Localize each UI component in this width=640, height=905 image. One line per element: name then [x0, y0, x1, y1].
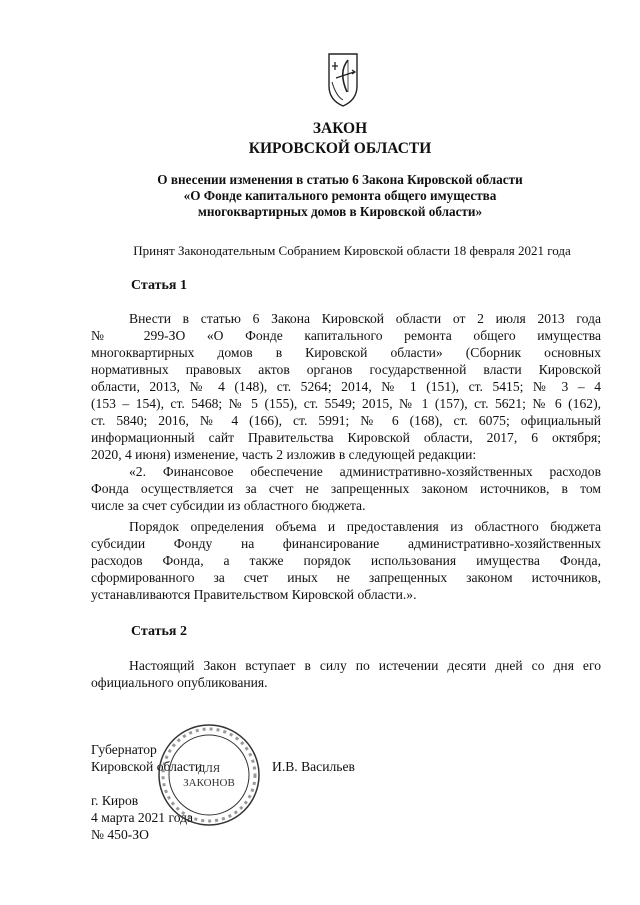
text-line: официального опубликования.: [91, 675, 268, 690]
seal-text: ЗАКОНОВ: [183, 777, 235, 789]
adoption-note: Принят Законодательным Собранием Кировской области 18 февраля 2021 года: [133, 243, 571, 258]
text-line: расходов Фонда, а также порядок использования имущества Фонда,: [91, 553, 601, 568]
text-line: многоквартирных домов в Кировской области» (Сборник основных: [91, 345, 601, 360]
text-line: нормативных правовых актов органов государственной власти Кировской: [91, 362, 601, 377]
signatory-name: И.В. Васильев: [272, 759, 355, 774]
article-2-paragraph: [91, 657, 601, 691]
law-number: № 450-ЗО: [91, 827, 149, 842]
text-line: Внести в статью 6 Закона Кировской области от 2 июля 2013 года: [129, 311, 601, 326]
article-1-paragraph-1: [91, 310, 601, 463]
text-line: 2020, 4 июня) изменение, часть 2 изложив в следующей редакции:: [91, 447, 477, 462]
article-1-paragraph-2: [91, 463, 601, 514]
official-seal-icon: [156, 720, 262, 830]
article-2-heading: Статья 2: [131, 624, 187, 639]
subtitle-line: О внесении изменения в статью 6 Закона Кировской области: [157, 172, 523, 187]
article-1-paragraph-3: [91, 518, 601, 603]
law-title: ЗАКОН: [312, 120, 368, 137]
text-line: (153 – 154), ст. 5468; № 5 (155), ст. 5549; 2015, № 1 (157), ст. 5621; № 6 (162),: [91, 396, 601, 411]
text-line: Фонда осуществляется за счет не запрещенных законом источников, в том: [91, 481, 601, 496]
text-line: сформированного за счет иных не запрещенных законом источников,: [91, 570, 601, 585]
article-1-heading: Статья 1: [131, 278, 187, 293]
text-line: информационный сайт Правительства Кировской области, 2017, 6 октября;: [91, 430, 601, 445]
text-line: «2. Финансовое обеспечение административно-хозяйственных расходов: [129, 464, 601, 479]
signing-city: г. Киров: [91, 793, 139, 808]
subtitle-line: многоквартирных домов в Кировской области»: [197, 204, 483, 219]
text-line: устанавливаются Правительством Кировской области.».: [91, 587, 417, 602]
signatory-title: Губернатор: [91, 742, 157, 757]
text-line: № 299-ЗО «О Фонде капитального ремонта общего имущества: [91, 328, 601, 343]
signing-date: 4 марта 2021 года: [91, 810, 194, 825]
text-line: числе за счет субсидии из областного бюджета.: [91, 498, 366, 513]
text-line: области, 2013, № 4 (148), ст. 5264; 2014, № 1 (151), ст. 5415; № 3 – 4: [91, 379, 601, 394]
coat-of-arms-icon: [326, 52, 360, 108]
text-line: ст. 5840; 2016, № 4 (166), ст. 5991; № 6 (168), ст. 6075; официальный: [91, 413, 601, 428]
law-region: КИРОВСКОЙ ОБЛАСТИ: [248, 140, 432, 157]
law-subtitle: [110, 172, 570, 220]
text-line: субсидии Фонду на финансирование административно-хозяйственных: [91, 536, 601, 551]
subtitle-line: «О Фонде капитального ремонта общего имущества: [183, 188, 497, 203]
text-line: Настоящий Закон вступает в силу по истечении десяти дней со дня его: [129, 658, 601, 673]
signatory-region: Кировской области: [91, 759, 203, 774]
text-line: Порядок определения объема и предоставления из областного бюджета: [129, 519, 601, 534]
seal-text: ДЛЯ: [197, 763, 221, 775]
